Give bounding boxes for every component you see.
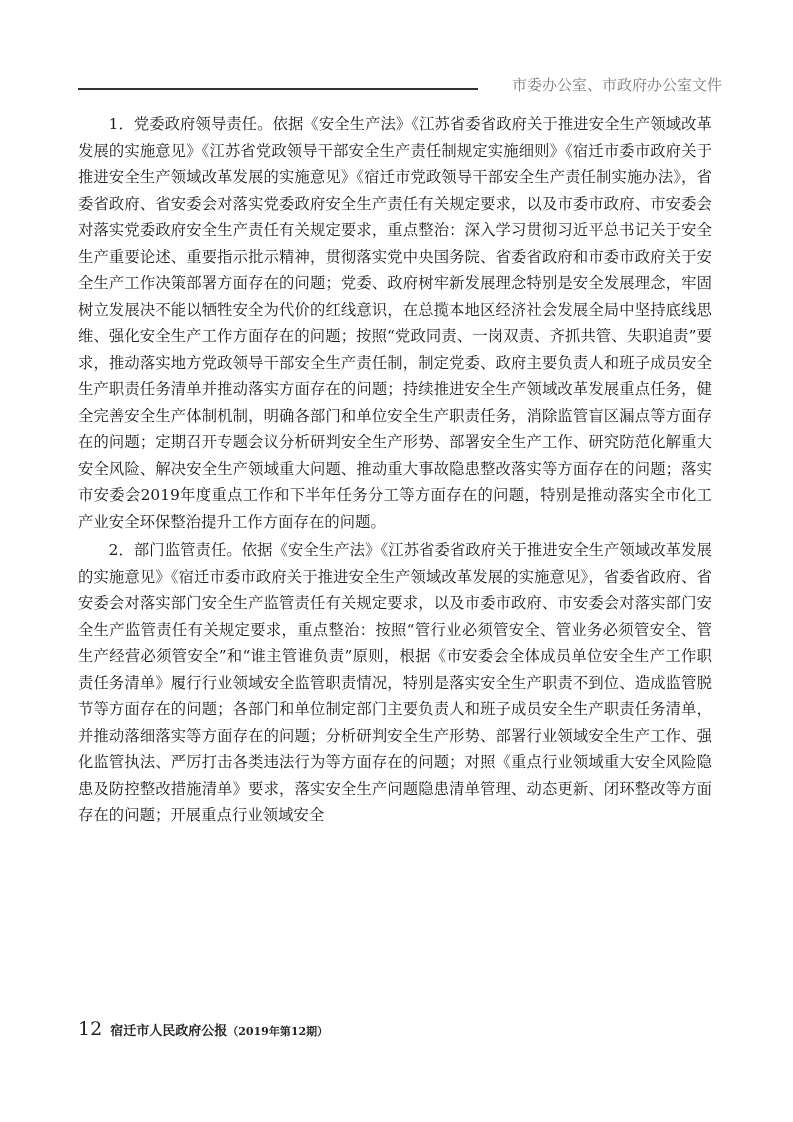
document-body	[78, 111, 712, 829]
issue-info: （2019年第12期）	[227, 1025, 329, 1038]
paragraph-party-government-responsibility: 1．党委政府领导责任。依据《安全生产法》《江苏省委省政府关于推进安全生产领域改革发展的实施意见》《江苏省党政领导干部安全生产责任制规定实施细则》《宿迁市委市政府关于推进安全生产领域改革发展的实施意见》《宿迁市党政领导干部安全生产责任制实施办法》，省委省政府、省安委会对落实党委政府安全生产责任有关规定要求，以及市委市政府、市安委会对落实党委政府安全生产责任有关规定要求，重点整治：深入学习贯彻习近平总书记关于安全生产重要论述、重要指示批示精神，贯彻落实党中央国务院、省委省政府和市委市政府关于安全生产工作决策部署方面存在的问题；党委、政府树牢新发展理念特别是安全发展理念，牢固树立发展决不能以牺牲安全为代价的红线意识，在总揽本地区经济社会发展全局中坚持底线思维、强化安全生产工作方面存在的问题；按照“党政同责、一岗双责、齐抓共管、失职追责”要求，推动落实地方党政领导干部安全生产责任制，制定党委、政府主要负责人和班子成员安全生产职责任务清单并推动落实方面存在的问题；持续推进安全生产领域改革发展重点任务，健全完善安全生产体制机制，明确各部门和单位安全生产职责任务，消除监管盲区漏点等方面存在的问题；定期召开专题会议分析研判安全生产形势、部署安全生产工作、研究防范化解重大安全风险、解决安全生产领域重大问题、推动重大事故隐患整改落实等方面存在的问题；落实市安委会2019年度重点工作和下半年任务分工等方面存在的问题，特别是推动落实全市化工产业安全环保整治提升工作方面存在的问题。	[78, 115, 712, 531]
paragraph-department-supervision-responsibility: 2．部门监管责任。依据《安全生产法》《江苏省委省政府关于推进安全生产领域改革发展的实施意见》《宿迁市委市政府关于推进安全生产领域改革发展的实施意见》，省委省政府、省安委会对落实部门安全生产监管责任有关规定要求，以及市委市政府、市安委会对落实部门安全生产监管责任有关规定要求，重点整治：按照“管行业必须管安全、管业务必须管安全、管生产经营必须管安全”和“谁主管谁负责”原则，根据《市安委会全体成员单位安全生产工作职责任务清单》履行行业领域安全监管职责情况，特别是落实安全生产职责不到位、造成监管脱节等方面存在的问题；各部门和单位制定部门主要负责人和班子成员安全生产职责任务清单，并推动落细落实等方面存在的问题；分析研判安全生产形势、部署行业领域安全生产工作、强化监管执法、严厉打击各类违法行为等方面存在的问题；对照《重点行业领域重大安全风险隐患及防控整改措施清单》要求，落实安全生产问题隐患清单管理、动态更新、闭环整改等方面存在的问题；开展重点行业领域安全	[78, 541, 712, 824]
header-rule	[78, 88, 478, 90]
page-footer	[78, 1018, 328, 1040]
page-number: 12	[78, 1018, 103, 1040]
header-section-label: 市委办公室、市政府办公室文件	[511, 76, 722, 94]
journal-name: 宿迁市人民政府公报	[110, 1024, 228, 1039]
